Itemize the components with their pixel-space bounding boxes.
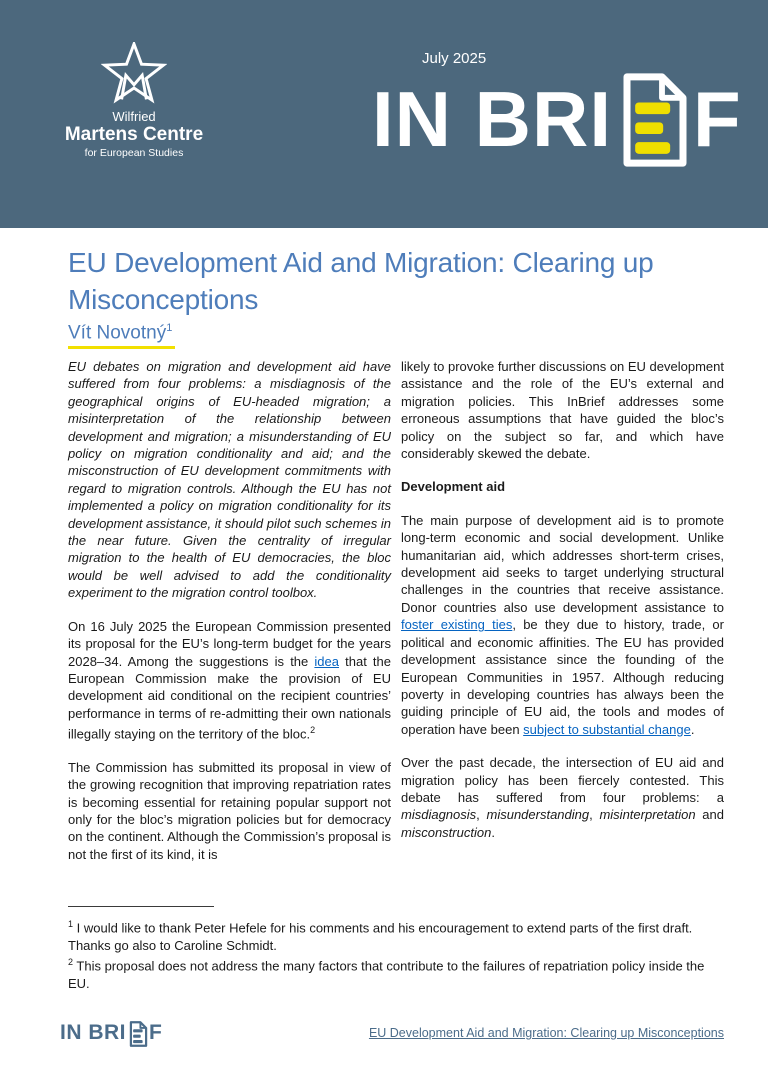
wordmark-prefix: IN BRI — [372, 75, 612, 163]
footnote-1-text: I would like to thank Peter Hefele for his comments and his encouragement to extend parts of the first draft. Thanks go also to Caroline Schmidt. — [68, 920, 693, 953]
text-run: The main purpose of development aid is to promote long-term economic and social development. Unlike humanitarian aid, which addresses short-term crises, development aid seeks to target underlying structural challenges in the countries that receive assistance. Donor countries also use development assistance to — [401, 512, 724, 615]
logo-text-for-european-studies: for European Studies — [84, 147, 184, 159]
issue-date: July 2025 — [422, 50, 487, 67]
text-run: . — [491, 824, 495, 840]
inbrief-brand — [372, 50, 742, 167]
right-column — [401, 358, 724, 879]
footnote-2 — [68, 954, 724, 992]
star-m-icon — [101, 42, 167, 104]
emphasis-misunderstanding: misunderstanding — [486, 807, 590, 823]
footer-wordmark-suffix: F — [149, 1021, 163, 1044]
footnote-1-ref: 1 — [68, 919, 74, 929]
idea-link[interactable]: idea — [314, 653, 339, 669]
page-footer — [0, 1020, 768, 1046]
page-title: EU Development Aid and Migration: Clearing up Misconceptions — [68, 247, 654, 315]
inbrief-wordmark — [372, 71, 742, 167]
footer-document-icon — [129, 1021, 148, 1047]
logo-text-martens-centre: Martens Centre — [64, 124, 204, 145]
paragraph-commission-proposal — [68, 618, 391, 743]
author-footnote-ref: 1 — [166, 322, 173, 334]
masthead — [0, 0, 768, 228]
text-run: that the European Commission make the provision of EU development aid conditional on the recipient countries’ performance in terms of re-admitting their own nationals illegally staying on the territory of the bloc. — [68, 653, 392, 742]
footer-wordmark-prefix: IN BRI — [60, 1021, 126, 1044]
footnote-ref-2: 2 — [310, 725, 316, 736]
abstract-paragraph: EU debates on migration and development aid have suffered from four problems: a misdiagnosis of the geographical origins of EU-headed migration; a misinterpretation of the relationship between development and migration; a misunderstanding of EU policy on migration conditionality and aid; and the misconstruction of EU development commitments with regard to migration controls. Although the EU has not implemented a policy on migration conditionality for its development assistance, it should pilot such schemes in the near future. Given the centrality of irregular migration to the health of EU democracies, the bloc would be well advised to add the conditionality experiment to the migration control toolbox. — [68, 359, 392, 601]
subject-to-substantial-change-link[interactable]: subject to substantial change — [523, 721, 691, 737]
footnote-2-ref: 2 — [68, 957, 74, 968]
paragraph-likely: likely to provoke further discussions on EU development assistance and the role of the EU’s external and migration policies. This InBrief addresses some erroneous assumptions that have guided the bloc’s policy on the subject so far, and which have considerably skewed the debate. — [401, 359, 724, 462]
emphasis-misconstruction: misconstruction — [401, 824, 492, 840]
paragraph-submitted: The Commission has submitted its proposal in view of the growing recognition that improving repatriation rates is becoming essential for retaining popular support not only for the bloc’s migration policies but for democracy on the continent. Although the Commission’s proposal is not the first of its kind, it is — [68, 759, 391, 862]
emphasis-misdiagnosis: misdiagnosis — [401, 807, 477, 823]
footer-inbrief-logo — [60, 1020, 162, 1046]
logo-text-wilfried: Wilfried — [112, 109, 156, 124]
text-run: Over the past decade, the intersection of EU aid and migration policy has been fiercely contested. This debate has suffered from four problems: a — [401, 755, 724, 805]
emphasis-misinterpretation: misinterpretation — [599, 807, 696, 823]
document-icon — [620, 72, 690, 168]
text-run: . — [690, 721, 695, 737]
author-name: Vít Novotný — [68, 322, 167, 344]
footnote-2-text: This proposal does not address the many factors that contribute to the failures of repatriation policy inside the EU. — [68, 958, 705, 992]
wordmark-suffix: F — [693, 75, 742, 163]
footnote-separator — [68, 906, 214, 907]
paragraph-debate — [401, 754, 724, 841]
body-columns — [68, 358, 724, 879]
author-byline — [68, 322, 175, 349]
foster-existing-ties-link[interactable]: foster existing ties — [401, 617, 513, 633]
footnotes-section — [68, 906, 724, 993]
paragraph-purpose — [401, 512, 724, 738]
text-run: On 16 July 2025 the European Commission presented its proposal for the EU’s long-term budget for the years 2028–34. Among the suggestions is the — [68, 618, 391, 669]
section-heading-development-aid: Development aid — [401, 479, 506, 495]
martens-centre-logo — [52, 42, 216, 160]
footnote-1 — [68, 916, 724, 954]
left-column — [68, 358, 391, 879]
text-run: , — [476, 807, 487, 823]
text-run: , be they due to history, trade, or political and economic affinities. The EU has provided development assistance since the founding of the European Communities in 1957. Although reducing poverty in developing countries has always been the guiding principle of EU aid, the tools and modes of operation have been — [401, 617, 724, 737]
text-run: and — [695, 807, 724, 823]
text-run: , — [589, 807, 600, 823]
footer-title-link[interactable]: EU Development Aid and Migration: Clearing up Misconceptions — [368, 1026, 724, 1040]
